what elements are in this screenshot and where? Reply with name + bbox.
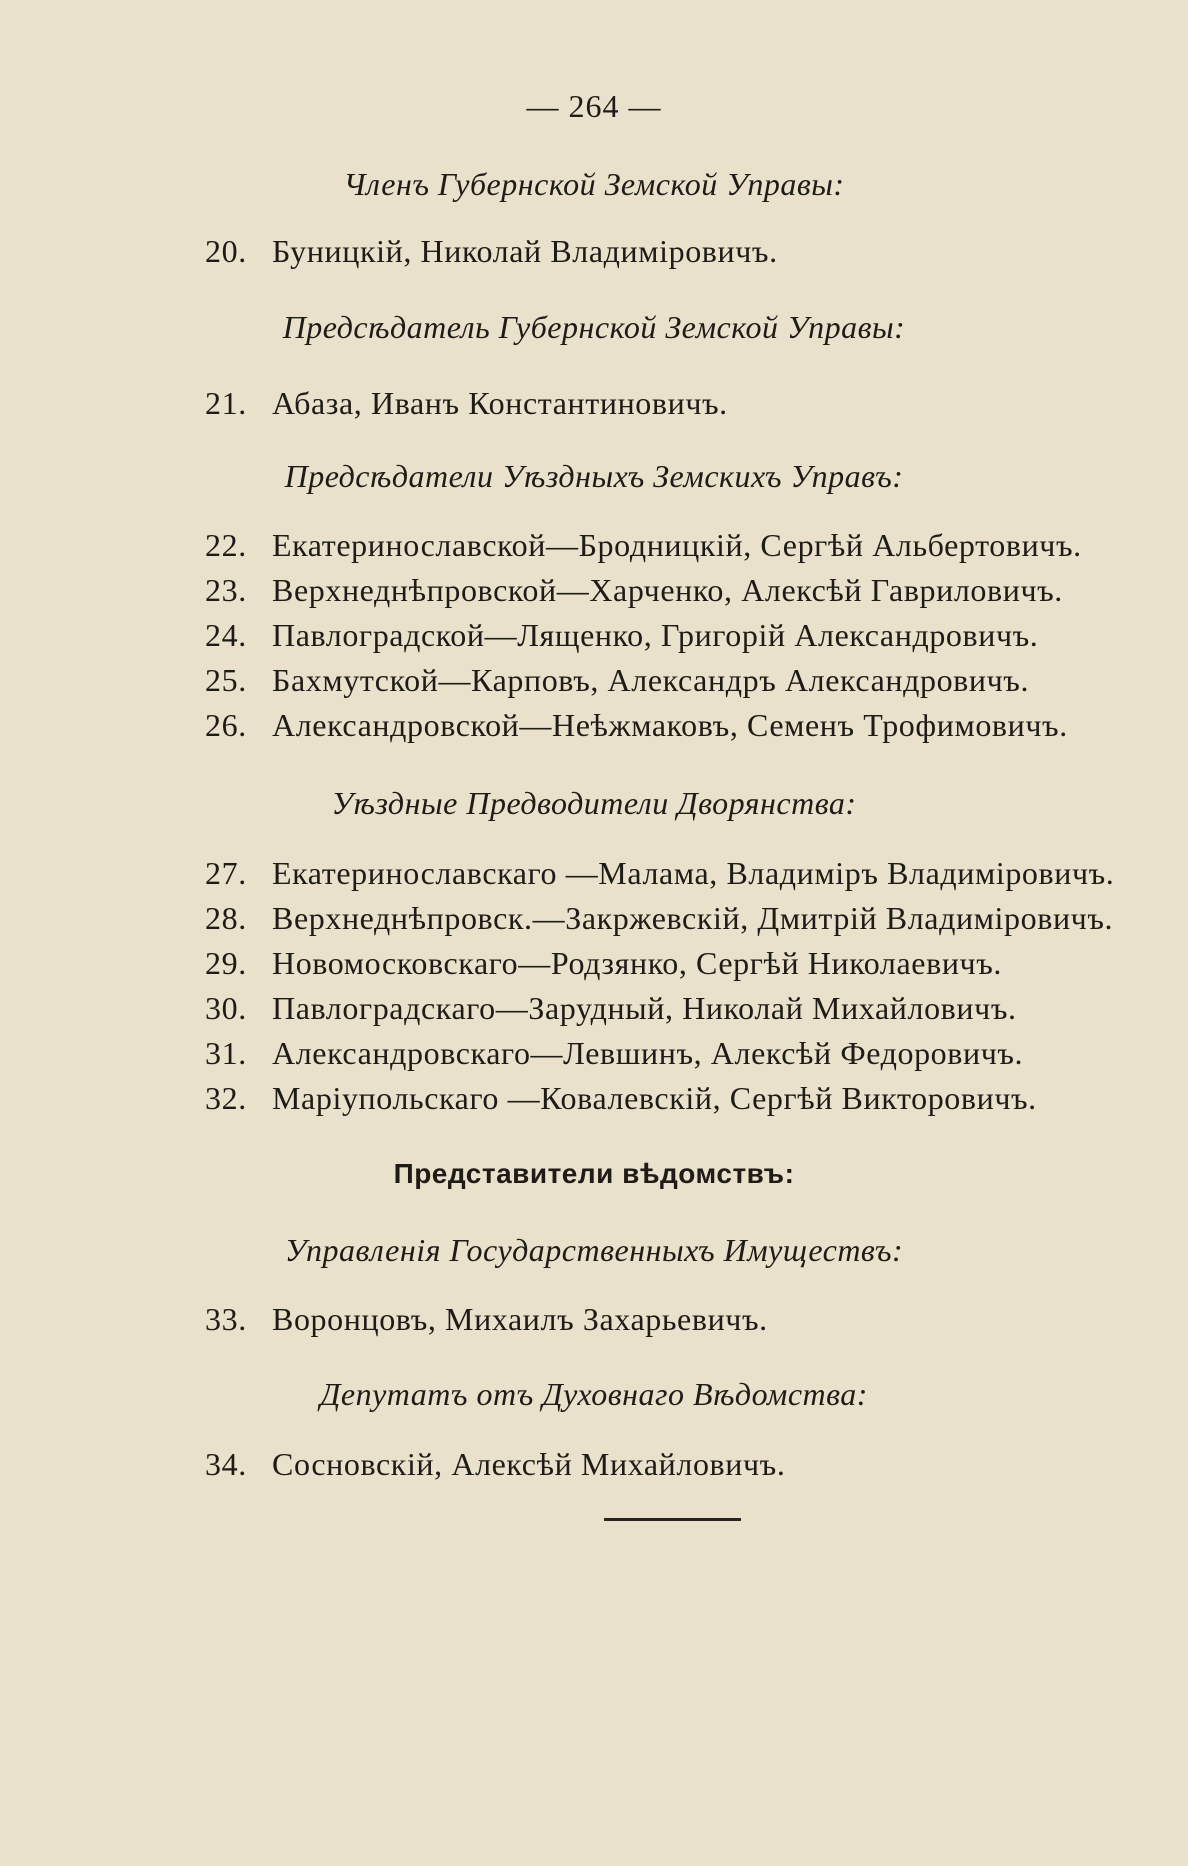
item-number: 25. [205, 662, 247, 698]
item-number: 27. [205, 855, 247, 891]
list-item [0, 1080, 1188, 1120]
item-name: Павлоградской—Лященко, Григорій Александровичъ. [272, 617, 1039, 653]
section-heading-department-representatives: Представители вѣдомствъ: [393, 1158, 795, 1189]
item-number: 24. [205, 617, 247, 653]
item-name: Маріупольскаго —Ковалевскій, Сергѣй Викторовичъ. [272, 1080, 1037, 1116]
item-name: Сосновскій, Алексѣй Михайловичъ. [272, 1446, 786, 1482]
item-name: Верхнеднѣпровской—Харченко, Алексѣй Гавриловичъ. [272, 572, 1063, 608]
list-item [0, 662, 1188, 702]
item-name: Буницкій, Николай Владиміровичъ. [272, 233, 778, 269]
item-number: 23. [205, 572, 247, 608]
section-heading-member: Членъ Губернской Земской Управы: [343, 166, 845, 202]
list-item [0, 572, 1188, 612]
section-heading-district-chairmen: Предсѣдатели Уѣздныхъ Земскихъ Управъ: [284, 458, 904, 494]
list-item [0, 1446, 1188, 1486]
list-item [0, 945, 1188, 985]
list-item [0, 900, 1188, 940]
item-number: 21. [205, 385, 247, 421]
item-number: 30. [205, 990, 247, 1026]
list-item [0, 617, 1188, 657]
list-item [0, 385, 1188, 425]
section-heading-nobility-marshals: Уѣздные Предводители Дворянства: [331, 785, 857, 821]
item-number: 31. [205, 1035, 247, 1071]
item-number: 26. [205, 707, 247, 743]
item-name: Александровской—Неѣжмаковъ, Семенъ Трофимовичъ. [272, 707, 1068, 743]
item-number: 34. [205, 1446, 247, 1482]
item-name: Абаза, Иванъ Константиновичъ. [272, 385, 728, 421]
item-number: 22. [205, 527, 247, 563]
list-item [0, 527, 1188, 567]
list-item [0, 855, 1188, 895]
section-heading-state-property: Управленія Государственныхъ Имуществъ: [284, 1232, 904, 1268]
end-rule-divider [604, 1518, 741, 1521]
list-item [0, 1301, 1188, 1341]
item-number: 28. [205, 900, 247, 936]
section-heading-clergy-deputy: Депутатъ отъ Духовнаго Вѣдомства: [320, 1376, 868, 1412]
item-name: Александровскаго—Левшинъ, Алексѣй Федоровичъ. [272, 1035, 1024, 1071]
item-name: Воронцовъ, Михаилъ Захарьевичъ. [272, 1301, 768, 1337]
item-name: Новомосковскаго—Родзянко, Сергѣй Николаевичъ. [272, 945, 1002, 981]
list-item [0, 233, 1188, 273]
page-number: — 264 — [526, 88, 662, 124]
list-item [0, 1035, 1188, 1075]
item-name: Бахмутской—Карповъ, Александръ Александровичъ. [272, 662, 1030, 698]
item-name: Екатеринославской—Бродницкій, Сергѣй Альбертовичъ. [272, 527, 1082, 563]
item-number: 33. [205, 1301, 247, 1337]
item-name: Верхнеднѣпровск.—Закржевскій, Дмитрій Владиміровичъ. [272, 900, 1114, 936]
item-name: Екатеринославскаго —Малама, Владиміръ Владиміровичъ. [272, 855, 1115, 891]
item-number: 20. [205, 233, 247, 269]
section-heading-chairman: Предсѣдатель Губернской Земской Управы: [282, 309, 906, 345]
item-number: 29. [205, 945, 247, 981]
list-item [0, 990, 1188, 1030]
item-name: Павлоградскаго—Зарудный, Николай Михайловичъ. [272, 990, 1017, 1026]
item-number: 32. [205, 1080, 247, 1116]
list-item [0, 707, 1188, 747]
